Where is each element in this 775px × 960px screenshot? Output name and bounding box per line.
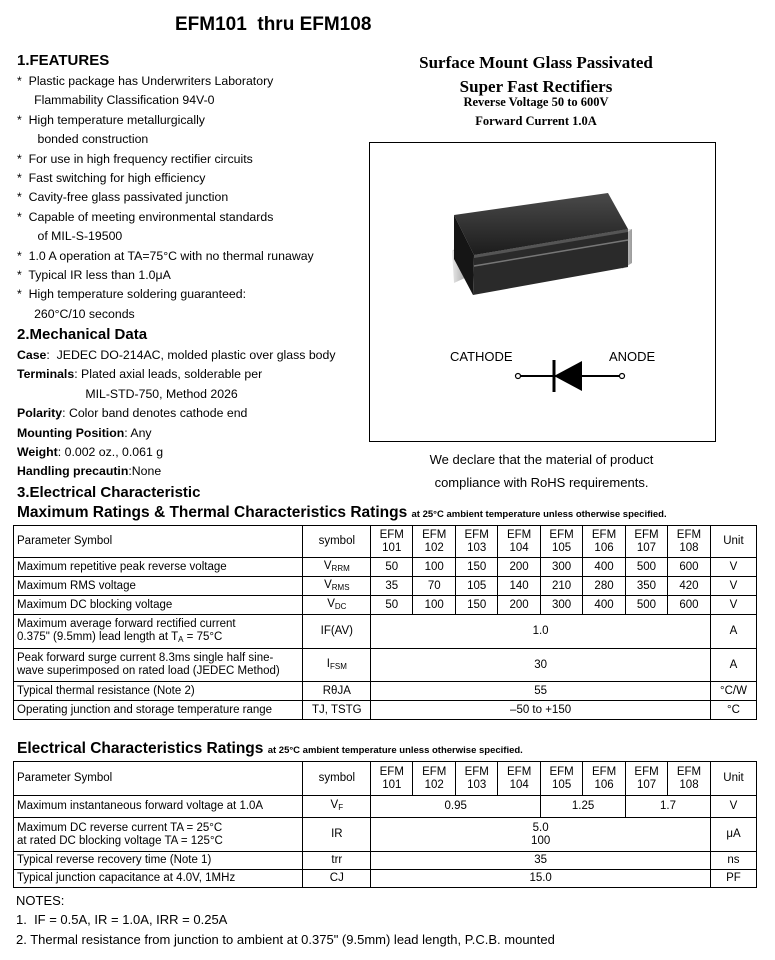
unit-cell: ns [710, 852, 756, 870]
product-line-1: Surface Mount Glass Passivated [419, 53, 653, 72]
symbol-cell: RθJA [303, 682, 371, 701]
table-header-row [14, 526, 757, 558]
table-row [14, 577, 757, 596]
unit-cell: A [710, 649, 756, 682]
header-model: EFM 102 [413, 526, 456, 558]
header-model: EFM 106 [583, 526, 626, 558]
value-cell: 35 [371, 577, 413, 596]
param-cell: Maximum DC reverse current TA = 25°C at rated DC blocking voltage TA = 125°C [14, 818, 303, 852]
mech-value: : Plated axial leads, solderable per [74, 367, 263, 382]
header-symbol: symbol [303, 762, 371, 796]
table2-title [17, 740, 523, 758]
table-row [14, 558, 757, 577]
param-cell: Typical junction capacitance at 4.0V, 1MHz [14, 870, 303, 888]
mech-value: : JEDEC DO-214AC, molded plastic over glass body [46, 348, 336, 362]
value-cell: 300 [541, 596, 583, 615]
mech-value: MIL-STD-750, Method 2026 [17, 386, 238, 401]
value-cell: 70 [413, 577, 456, 596]
cathode-label: CATHODE [450, 349, 513, 364]
header-model: EFM 104 [498, 762, 541, 796]
table-row [14, 649, 757, 682]
value-cell: 50 [371, 596, 413, 615]
value-cell: 200 [498, 596, 541, 615]
unit-cell: V [710, 796, 756, 818]
mech-key: Polarity [17, 406, 63, 421]
value-cell: 400 [583, 596, 626, 615]
feature-line: * Typical IR less than 1.0μA [17, 268, 171, 283]
note-1: 1. IF = 0.5A, IR = 1.0A, IRR = 0.25A [16, 912, 228, 927]
symbol-cell: $V_{RRM}$ [303, 558, 371, 577]
electrical-characteristics-table [13, 761, 757, 888]
max-ratings-table [13, 525, 757, 720]
feature-line: of MIL-S-19500 [17, 229, 123, 244]
param-cell: Typical reverse recovery time (Note 1) [14, 852, 303, 870]
value-cell: 600 [667, 558, 710, 577]
table-row [14, 870, 757, 888]
symbol-cell: $V_{DC}$ [303, 596, 371, 615]
value-cell: 50 [371, 558, 413, 577]
symbol-cell: $V_{RMS}$ [303, 577, 371, 596]
value-cell: 15.0 [371, 870, 711, 888]
unit-cell: °C/W [710, 682, 756, 701]
product-line-3: Reverse Voltage 50 to 600V [463, 95, 609, 109]
feature-line: * Capable of meeting environmental standards [17, 209, 274, 224]
table1-title-text: Maximum Ratings & Thermal Characteristics Ratings [17, 504, 408, 521]
value-cell: 5.0 100 [371, 818, 711, 852]
value-cell: 150 [456, 596, 498, 615]
feature-line: * Plastic package has Underwriters Laboratory [17, 74, 274, 88]
anode-label: ANODE [609, 349, 656, 364]
mech-value: : Any [124, 425, 152, 440]
diode-symbol-icon [510, 356, 630, 396]
mech-key: Case [17, 348, 47, 362]
symbol-cell: IR [303, 818, 371, 852]
mech-value: : Color band denotes cathode end [62, 406, 248, 421]
param-cell: Maximum DC blocking voltage [14, 596, 303, 615]
header-model: EFM 108 [668, 762, 711, 796]
package-image-box [369, 142, 716, 442]
features-heading: 1.FEATURES [17, 52, 110, 69]
header-model: EFM 105 [541, 762, 583, 796]
param-cell: Maximum RMS voltage [14, 577, 303, 596]
table-row [14, 818, 757, 852]
value-cell: –50 to +150 [371, 701, 711, 720]
value-cell: 140 [498, 577, 541, 596]
symbol-cell: CJ [303, 870, 371, 888]
feature-line: 260°C/10 seconds [17, 306, 135, 321]
value-cell: 35 [371, 852, 711, 870]
param-cell: Peak forward surge current 8.3ms single half sine- wave superimposed on rated load (JEDEC Method) [14, 649, 303, 682]
value-cell: 150 [456, 558, 498, 577]
header-model: EFM 103 [456, 762, 498, 796]
value-cell: 105 [456, 577, 498, 596]
package-illustration [370, 143, 715, 441]
table-row [14, 796, 757, 818]
header-parameter: Parameter Symbol [14, 762, 303, 796]
mech-key: Weight [17, 445, 58, 460]
document-title: EFM101 thru EFM108 [175, 14, 372, 35]
note-2: 2. Thermal resistance from junction to ambient at 0.375" (9.5mm) lead length, P.C.B. mounted [16, 932, 555, 947]
header-model: EFM 105 [541, 526, 583, 558]
feature-line: * For use in high frequency rectifier circuits [17, 151, 253, 166]
mech-key: Terminals [17, 367, 75, 382]
feature-line: * High temperature soldering guaranteed: [17, 287, 246, 302]
features-list [17, 72, 314, 324]
feature-line: * Fast switching for high efficiency [17, 171, 206, 186]
value-cell: 600 [667, 596, 710, 615]
header-model: EFM 106 [583, 762, 626, 796]
header-symbol: symbol [303, 526, 371, 558]
unit-cell: V [710, 577, 756, 596]
table1-title-note: at 25°C ambient temperature unless otherwise specified. [411, 509, 667, 520]
header-model: EFM 107 [626, 526, 668, 558]
mech-value: : 0.002 oz., 0.061 g [57, 445, 164, 460]
header-model: EFM 107 [626, 762, 668, 796]
table2-title-note: at 25°C ambient temperature unless otherwise specified. [267, 745, 523, 756]
param-cell: Maximum average forward rectified current 0.375" (9.5mm) lead length at $T_A = 75^\circ C$ [14, 615, 303, 649]
feature-line: bonded construction [17, 132, 149, 147]
header-unit: Unit [710, 762, 756, 796]
table-row [14, 682, 757, 701]
product-line-2: Super Fast Rectifiers [459, 77, 613, 96]
value-cell: 55 [371, 682, 711, 701]
product-line-4: Forward Current 1.0A [475, 114, 597, 128]
unit-cell: A [710, 615, 756, 649]
symbol-cell: TJ, TSTG [303, 701, 371, 720]
feature-line: * Cavity-free glass passivated junction [17, 190, 229, 205]
mechanical-list [17, 346, 336, 482]
table-row [14, 615, 757, 649]
symbol-cell: $I_{FSM}$ [303, 649, 371, 682]
feature-line: Flammability Classification 94V-0 [17, 93, 215, 108]
table1-title [17, 504, 667, 522]
mech-key: Handling precautin [17, 464, 129, 479]
param-cell: Typical thermal resistance (Note 2) [14, 682, 303, 701]
rohs-line-2: compliance with RoHS requirements. [434, 475, 649, 490]
value-cell: 0.95 [371, 796, 541, 818]
value-cell: 1.25 [541, 796, 626, 818]
header-parameter: Parameter Symbol [14, 526, 303, 558]
header-model: EFM 101 [371, 526, 413, 558]
header-model: EFM 102 [413, 762, 456, 796]
value-cell: 500 [626, 596, 668, 615]
rohs-line-1: We declare that the material of product [429, 452, 654, 467]
value-cell: 1.7 [626, 796, 711, 818]
value-cell: 500 [626, 558, 668, 577]
symbol-cell: trr [303, 852, 371, 870]
mechanical-heading: 2.Mechanical Data [17, 326, 148, 343]
notes-heading: NOTES: [16, 893, 65, 908]
value-cell: 300 [541, 558, 583, 577]
param-cell: Maximum instantaneous forward voltage at 1.0A [14, 796, 303, 818]
header-model: EFM 108 [667, 526, 710, 558]
header-model: EFM 103 [456, 526, 498, 558]
header-model: EFM 104 [498, 526, 541, 558]
mech-value: :None [128, 464, 162, 479]
table-row [14, 701, 757, 720]
param-cell: Operating junction and storage temperature range [14, 701, 303, 720]
value-cell: 210 [541, 577, 583, 596]
value-cell: 280 [583, 577, 626, 596]
value-cell: 200 [498, 558, 541, 577]
symbol-cell: $V_F$ [303, 796, 371, 818]
symbol-cell: IF(AV) [303, 615, 371, 649]
unit-cell: V [710, 558, 756, 577]
feature-line: * 1.0 A operation at TA=75°C with no thermal runaway [17, 248, 314, 263]
value-cell: 100 [413, 558, 456, 577]
unit-cell: PF [710, 870, 756, 888]
value-cell: 400 [583, 558, 626, 577]
value-cell: 30 [371, 649, 711, 682]
value-cell: 1.0 [371, 615, 711, 649]
mech-key: Mounting Position [17, 425, 125, 440]
header-unit: Unit [710, 526, 756, 558]
feature-line: * High temperature metallurgically [17, 112, 205, 127]
unit-cell: V [710, 596, 756, 615]
value-cell: 100 [413, 596, 456, 615]
param-cell: Maximum repetitive peak reverse voltage [14, 558, 303, 577]
table-row [14, 852, 757, 870]
table-header-row [14, 762, 757, 796]
table2-title-text: Electrical Characteristics Ratings [17, 740, 264, 757]
unit-cell: μA [710, 818, 756, 852]
electrical-heading: 3.Electrical Characteristic [17, 484, 201, 501]
value-cell: 350 [626, 577, 668, 596]
value-cell: 420 [667, 577, 710, 596]
table-row [14, 596, 757, 615]
unit-cell: °C [710, 701, 756, 720]
header-model: EFM 101 [371, 762, 413, 796]
